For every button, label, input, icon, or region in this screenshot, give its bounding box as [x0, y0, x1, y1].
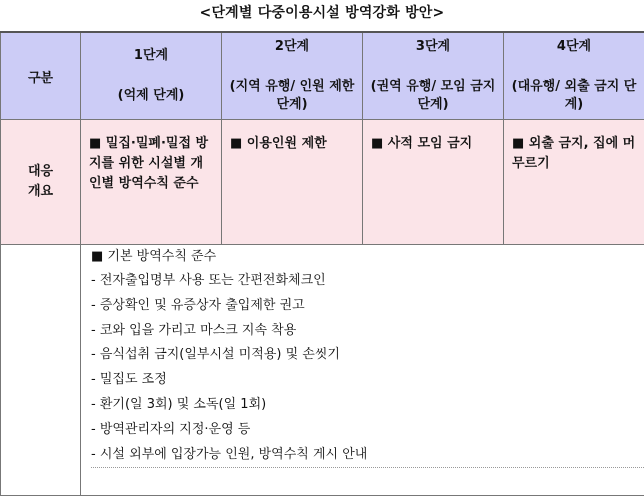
common-item: - 전자출입명부 사용 또는 간편전화체크인	[91, 269, 644, 294]
stage-2-plan: ■ 이용인원 제한	[222, 120, 363, 245]
common-item: - 환기(일 3회) 및 소독(일 1회)	[91, 393, 644, 418]
stage-2-header	[222, 32, 363, 120]
common-measures-header: ■ 기본 방역수칙 준수	[91, 245, 644, 269]
stage-3-plan: ■ 사적 모임 금지	[363, 120, 504, 245]
common-measures-list	[81, 245, 644, 468]
stage-2-name: 2단계	[222, 38, 362, 56]
stage-1-name: 1단계	[81, 47, 221, 65]
common-row-label	[1, 245, 81, 496]
common-item: - 증상확인 및 유증상자 출입제한 권고	[91, 294, 644, 319]
stage-1-desc: (억제 단계)	[118, 88, 185, 103]
plan-row	[1, 120, 644, 245]
strategy-table	[0, 31, 644, 496]
common-item: - 방역관리자의 지정·운영 등	[91, 418, 644, 443]
stage-header-row	[1, 32, 644, 120]
common-item: - 밀집도 조정	[91, 368, 644, 393]
common-measures-cell	[81, 245, 644, 496]
row-label-category: 구분	[1, 32, 81, 120]
common-item: - 음식섭취 금지(일부시설 미적용) 및 손씻기	[91, 343, 644, 368]
stage-2-desc: (지역 유행/ 인원 제한 단계)	[230, 79, 355, 112]
stage-4-header	[504, 32, 644, 120]
stage-4-name: 4단계	[504, 38, 644, 56]
stage-3-name: 3단계	[363, 38, 503, 56]
common-item: - 코와 입을 가리고 마스크 지속 착용	[91, 319, 644, 344]
stage-4-desc: (대유행/ 외출 금지 단계)	[512, 79, 637, 112]
stage-1-header	[81, 32, 222, 120]
row-label-plan: 대응 개요	[1, 120, 81, 245]
stage-4-plan: ■ 외출 금지, 집에 머무르기	[504, 120, 644, 245]
page-title: <단계별 다중이용시설 방역강화 방안>	[0, 2, 644, 22]
stage-3-desc: (권역 유행/ 모임 금지 단계)	[371, 79, 496, 112]
common-item: - 시설 외부에 입장가능 인원, 방역수칙 게시 안내	[91, 443, 644, 469]
common-row	[1, 245, 644, 496]
stage-1-plan: ■ 밀집·밀폐·밀접 방지를 위한 시설별 개인별 방역수칙 준수	[81, 120, 222, 245]
stage-3-header	[363, 32, 504, 120]
